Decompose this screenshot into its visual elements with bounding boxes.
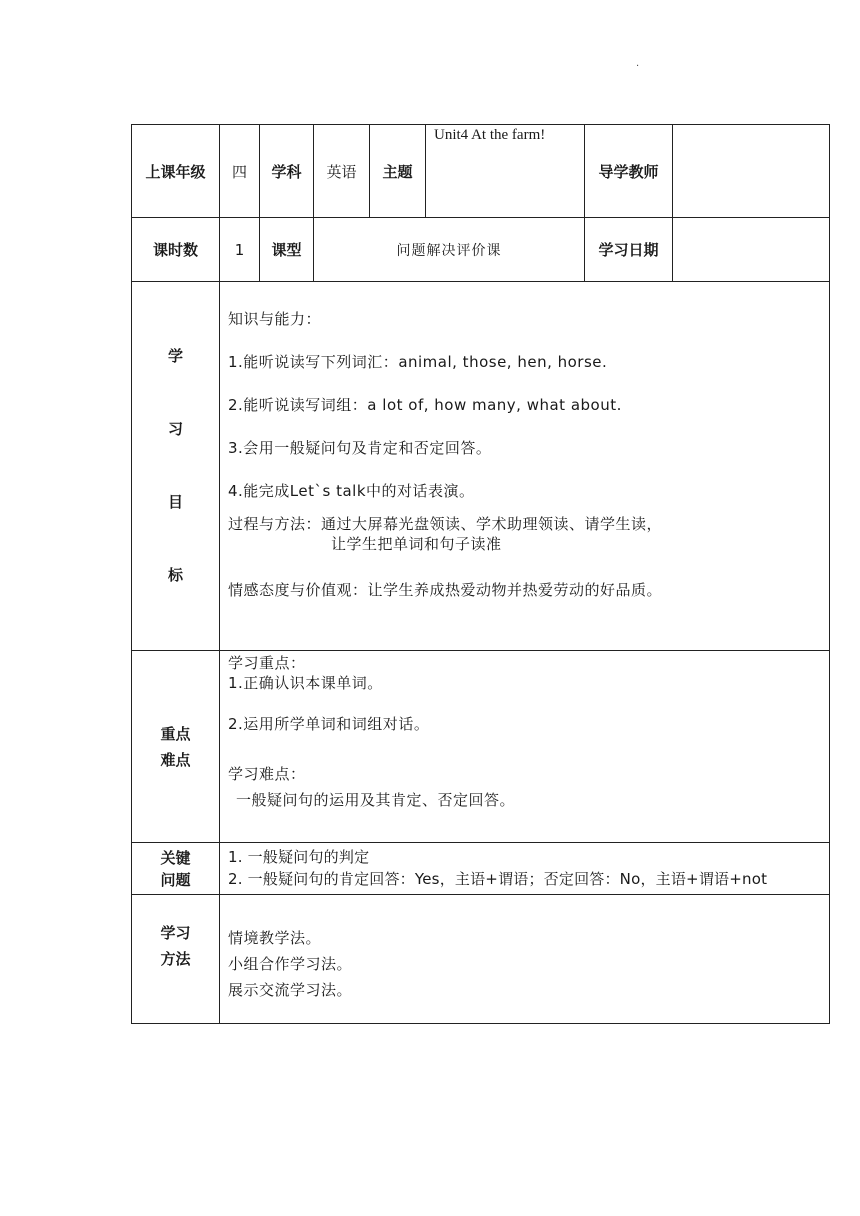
difficulty-text: 一般疑问句的运用及其肯定、否定回答。 [236,791,516,809]
type-value: 问题解决评价课 [314,218,585,282]
difficulty-heading: 学习难点： [228,765,306,783]
method-item: 情境教学法。 [228,929,322,947]
grade-label: 上课年级 [132,125,220,218]
focus-item: 2.运用所学单词和词组对话。 [228,715,430,733]
method-item: 展示交流学习法。 [228,981,353,999]
key-questions-label [132,843,220,895]
teacher-value [673,125,830,218]
attitude-values: 情感态度与价值观：让学生养成热爱动物并热爱劳动的好品质。 [228,581,663,599]
keypoints-label [132,651,220,843]
table-row-methods [132,895,830,1024]
teacher-label: 导学教师 [585,125,673,218]
lesson-plan-table [131,124,830,1024]
keypoints-label-line: 重点 [160,724,191,743]
page-mark: . [636,58,640,69]
subject-value: 英语 [314,125,370,218]
objectives-label [132,282,220,651]
table-row-course-info [132,125,830,218]
objectives-label-char: 习 [167,420,183,438]
table-row-key-questions [132,843,830,895]
objectives-heading: 知识与能力： [228,310,322,328]
methods-label-line: 方法 [160,950,191,968]
key-question-item: 2. 一般疑问句的肯定回答：Yes，主语+谓语；否定回答：No，主语+谓语+not [228,870,768,888]
objective-item: 1.能听说读写下列词汇：animal, those, hen, horse. [228,353,608,371]
objective-item: 4.能完成Let`s talk中的对话表演。 [228,482,475,500]
date-label: 学习日期 [585,218,673,282]
topic-label: 主题 [370,125,426,218]
focus-heading: 学习重点： [228,654,306,672]
key-question-item: 1. 一般疑问句的判定 [228,848,370,866]
key-questions-content [220,843,830,895]
table-row-objectives [132,282,830,651]
method-item: 小组合作学习法。 [228,955,353,973]
key-questions-label-line: 问题 [160,870,191,889]
objectives-content [220,282,830,651]
methods-label [132,895,220,1024]
keypoints-label-line: 难点 [160,750,191,769]
objective-item: 3.会用一般疑问句及肯定和否定回答。 [228,439,492,457]
key-questions-label-line: 关键 [160,848,191,867]
topic-value: Unit4 At the farm! [426,125,585,218]
type-label: 课型 [260,218,314,282]
methods-content [220,895,830,1024]
table-row-keypoints [132,651,830,843]
objectives-label-char: 学 [167,347,183,365]
table-row-lesson-info [132,218,830,282]
objectives-label-char: 目 [167,493,183,511]
process-method-line2: 让学生把单词和句子读准 [331,535,502,553]
focus-item: 1.正确认识本课单词。 [228,674,383,692]
objective-item: 2.能听说读写词组：a lot of, how many, what about. [228,396,622,414]
hours-label: 课时数 [132,218,220,282]
hours-value: 1 [220,218,260,282]
process-method-line1: 过程与方法：通过大屏幕光盘领读、学术助理领读、请学生读， [228,515,663,533]
methods-label-line: 学习 [160,924,191,942]
grade-value: 四 [220,125,260,218]
objectives-label-char: 标 [167,566,183,584]
keypoints-content [220,651,830,843]
date-value [673,218,830,282]
subject-label: 学科 [260,125,314,218]
